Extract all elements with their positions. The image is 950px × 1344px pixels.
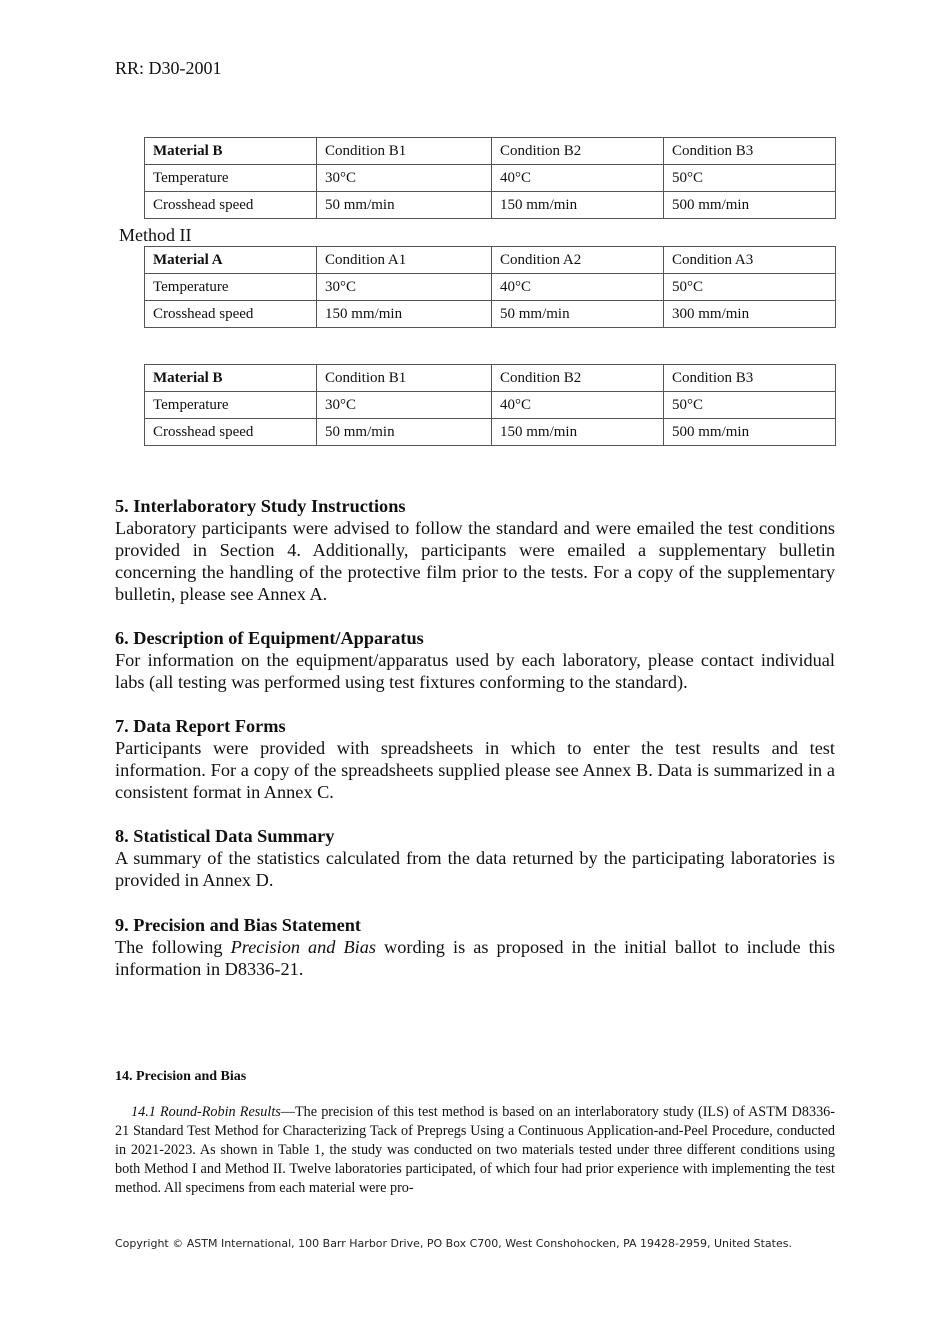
section-body: For information on the equipment/apparatus used by each laboratory, please contact individual labs (all testing was performed using test fixtures conforming to the standard). bbox=[115, 650, 835, 692]
document-id: RR: D30-2001 bbox=[115, 58, 222, 78]
table-cell: Condition A3 bbox=[664, 247, 836, 274]
table-cell: 150 mm/min bbox=[492, 419, 664, 446]
table-cell: 40°C bbox=[492, 274, 664, 301]
table-cell: 30°C bbox=[317, 392, 492, 419]
table-cell: 500 mm/min bbox=[664, 419, 836, 446]
section-heading: 9. Precision and Bias Statement bbox=[115, 915, 361, 935]
table-cell: Condition B2 bbox=[492, 138, 664, 165]
table-cell: 50 mm/min bbox=[317, 419, 492, 446]
precision-bias-lead: 14.1 Round-Robin Results bbox=[131, 1104, 281, 1120]
table-cell: 150 mm/min bbox=[492, 192, 664, 219]
section-body-text: The following bbox=[115, 937, 231, 957]
section-7 bbox=[115, 715, 835, 803]
section-heading: 7. Data Report Forms bbox=[115, 716, 286, 736]
conditions-table-material-b-top bbox=[144, 137, 836, 219]
table-cell: Condition B1 bbox=[317, 138, 492, 165]
copyright-footer: Copyright © ASTM International, 100 Barr Harbor Drive, PO Box C700, West Conshohocken, PA 19428-2959, United States. bbox=[115, 1237, 792, 1250]
table-cell: 40°C bbox=[492, 392, 664, 419]
table-cell: 50°C bbox=[664, 392, 836, 419]
table-cell: Condition B2 bbox=[492, 365, 664, 392]
conditions-table-material-a bbox=[144, 246, 836, 328]
section-body bbox=[115, 936, 835, 980]
table-cell: 50 mm/min bbox=[317, 192, 492, 219]
table-cell: Material B bbox=[145, 138, 317, 165]
section-body-text: wording is as proposed in the initial ballot to include this information in D8336-21. bbox=[115, 937, 836, 979]
table-cell: Condition A2 bbox=[492, 247, 664, 274]
table-cell: Material B bbox=[145, 365, 317, 392]
table-cell: 50°C bbox=[664, 274, 836, 301]
table-row bbox=[145, 301, 836, 328]
section-8 bbox=[115, 825, 835, 891]
method-label: Method II bbox=[119, 225, 192, 245]
section-heading: 6. Description of Equipment/Apparatus bbox=[115, 628, 424, 648]
table-cell: Temperature bbox=[145, 165, 317, 192]
section-body: A summary of the statistics calculated from the data returned by the participating laboratories is provided in Annex D. bbox=[115, 848, 835, 890]
section-body: Laboratory participants were advised to follow the standard and were emailed the test conditions provided in Section 4. Additionally, participants were emailed a supplementary bulletin concerning the handling of the protective film prior to the tests. For a copy of the supplementary bulletin, please see Annex A. bbox=[115, 518, 835, 604]
conditions-table-material-b bbox=[144, 364, 836, 446]
table-row bbox=[145, 247, 836, 274]
table-cell: 40°C bbox=[492, 165, 664, 192]
section-6 bbox=[115, 627, 835, 693]
table-cell: Material A bbox=[145, 247, 317, 274]
section-heading: 5. Interlaboratory Study Instructions bbox=[115, 496, 406, 516]
table-cell: Crosshead speed bbox=[145, 419, 317, 446]
table-row bbox=[145, 274, 836, 301]
table-cell: 30°C bbox=[317, 165, 492, 192]
table-cell: 300 mm/min bbox=[664, 301, 836, 328]
table-row bbox=[145, 138, 836, 165]
table-cell: 50°C bbox=[664, 165, 836, 192]
section-5 bbox=[115, 495, 835, 605]
table-cell: 150 mm/min bbox=[317, 301, 492, 328]
section-heading: 8. Statistical Data Summary bbox=[115, 826, 335, 846]
table-cell: 500 mm/min bbox=[664, 192, 836, 219]
table-cell: Crosshead speed bbox=[145, 301, 317, 328]
table-row bbox=[145, 419, 836, 446]
table-cell: Condition B3 bbox=[664, 138, 836, 165]
precision-bias-body: —The precision of this test method is based on an interlaboratory study (ILS) of ASTM D8336-21 Standard Test Method for Characterizing Tack of Prepregs Using a Continuous Application-and-Peel Procedure, conducted in 2021-2023. As shown in Table 1, the study was conducted on two materials tested under three different conditions using both Method I and Method II. Twelve laboratories participated, of which four had prior experience with implementing the test method. All specimens from each material were pro- bbox=[115, 1104, 835, 1196]
table-row bbox=[145, 392, 836, 419]
table-cell: 50 mm/min bbox=[492, 301, 664, 328]
precision-bias-paragraph bbox=[115, 1103, 835, 1198]
table-cell: Temperature bbox=[145, 392, 317, 419]
table-cell: Temperature bbox=[145, 274, 317, 301]
table-row bbox=[145, 192, 836, 219]
table-cell: 30°C bbox=[317, 274, 492, 301]
table-cell: Condition B3 bbox=[664, 365, 836, 392]
precision-bias-title: 14. Precision and Bias bbox=[115, 1069, 247, 1084]
section-9 bbox=[115, 914, 835, 980]
table-cell: Condition B1 bbox=[317, 365, 492, 392]
table-row bbox=[145, 165, 836, 192]
table-cell: Condition A1 bbox=[317, 247, 492, 274]
table-row bbox=[145, 365, 836, 392]
section-body: Participants were provided with spreadsheets in which to enter the test results and test information. For a copy of the spreadsheets supplied please see Annex B. Data is summarized in a consistent format in Annex C. bbox=[115, 738, 835, 802]
table-cell: Crosshead speed bbox=[145, 192, 317, 219]
section-body-emphasis: Precision and Bias bbox=[230, 937, 376, 957]
